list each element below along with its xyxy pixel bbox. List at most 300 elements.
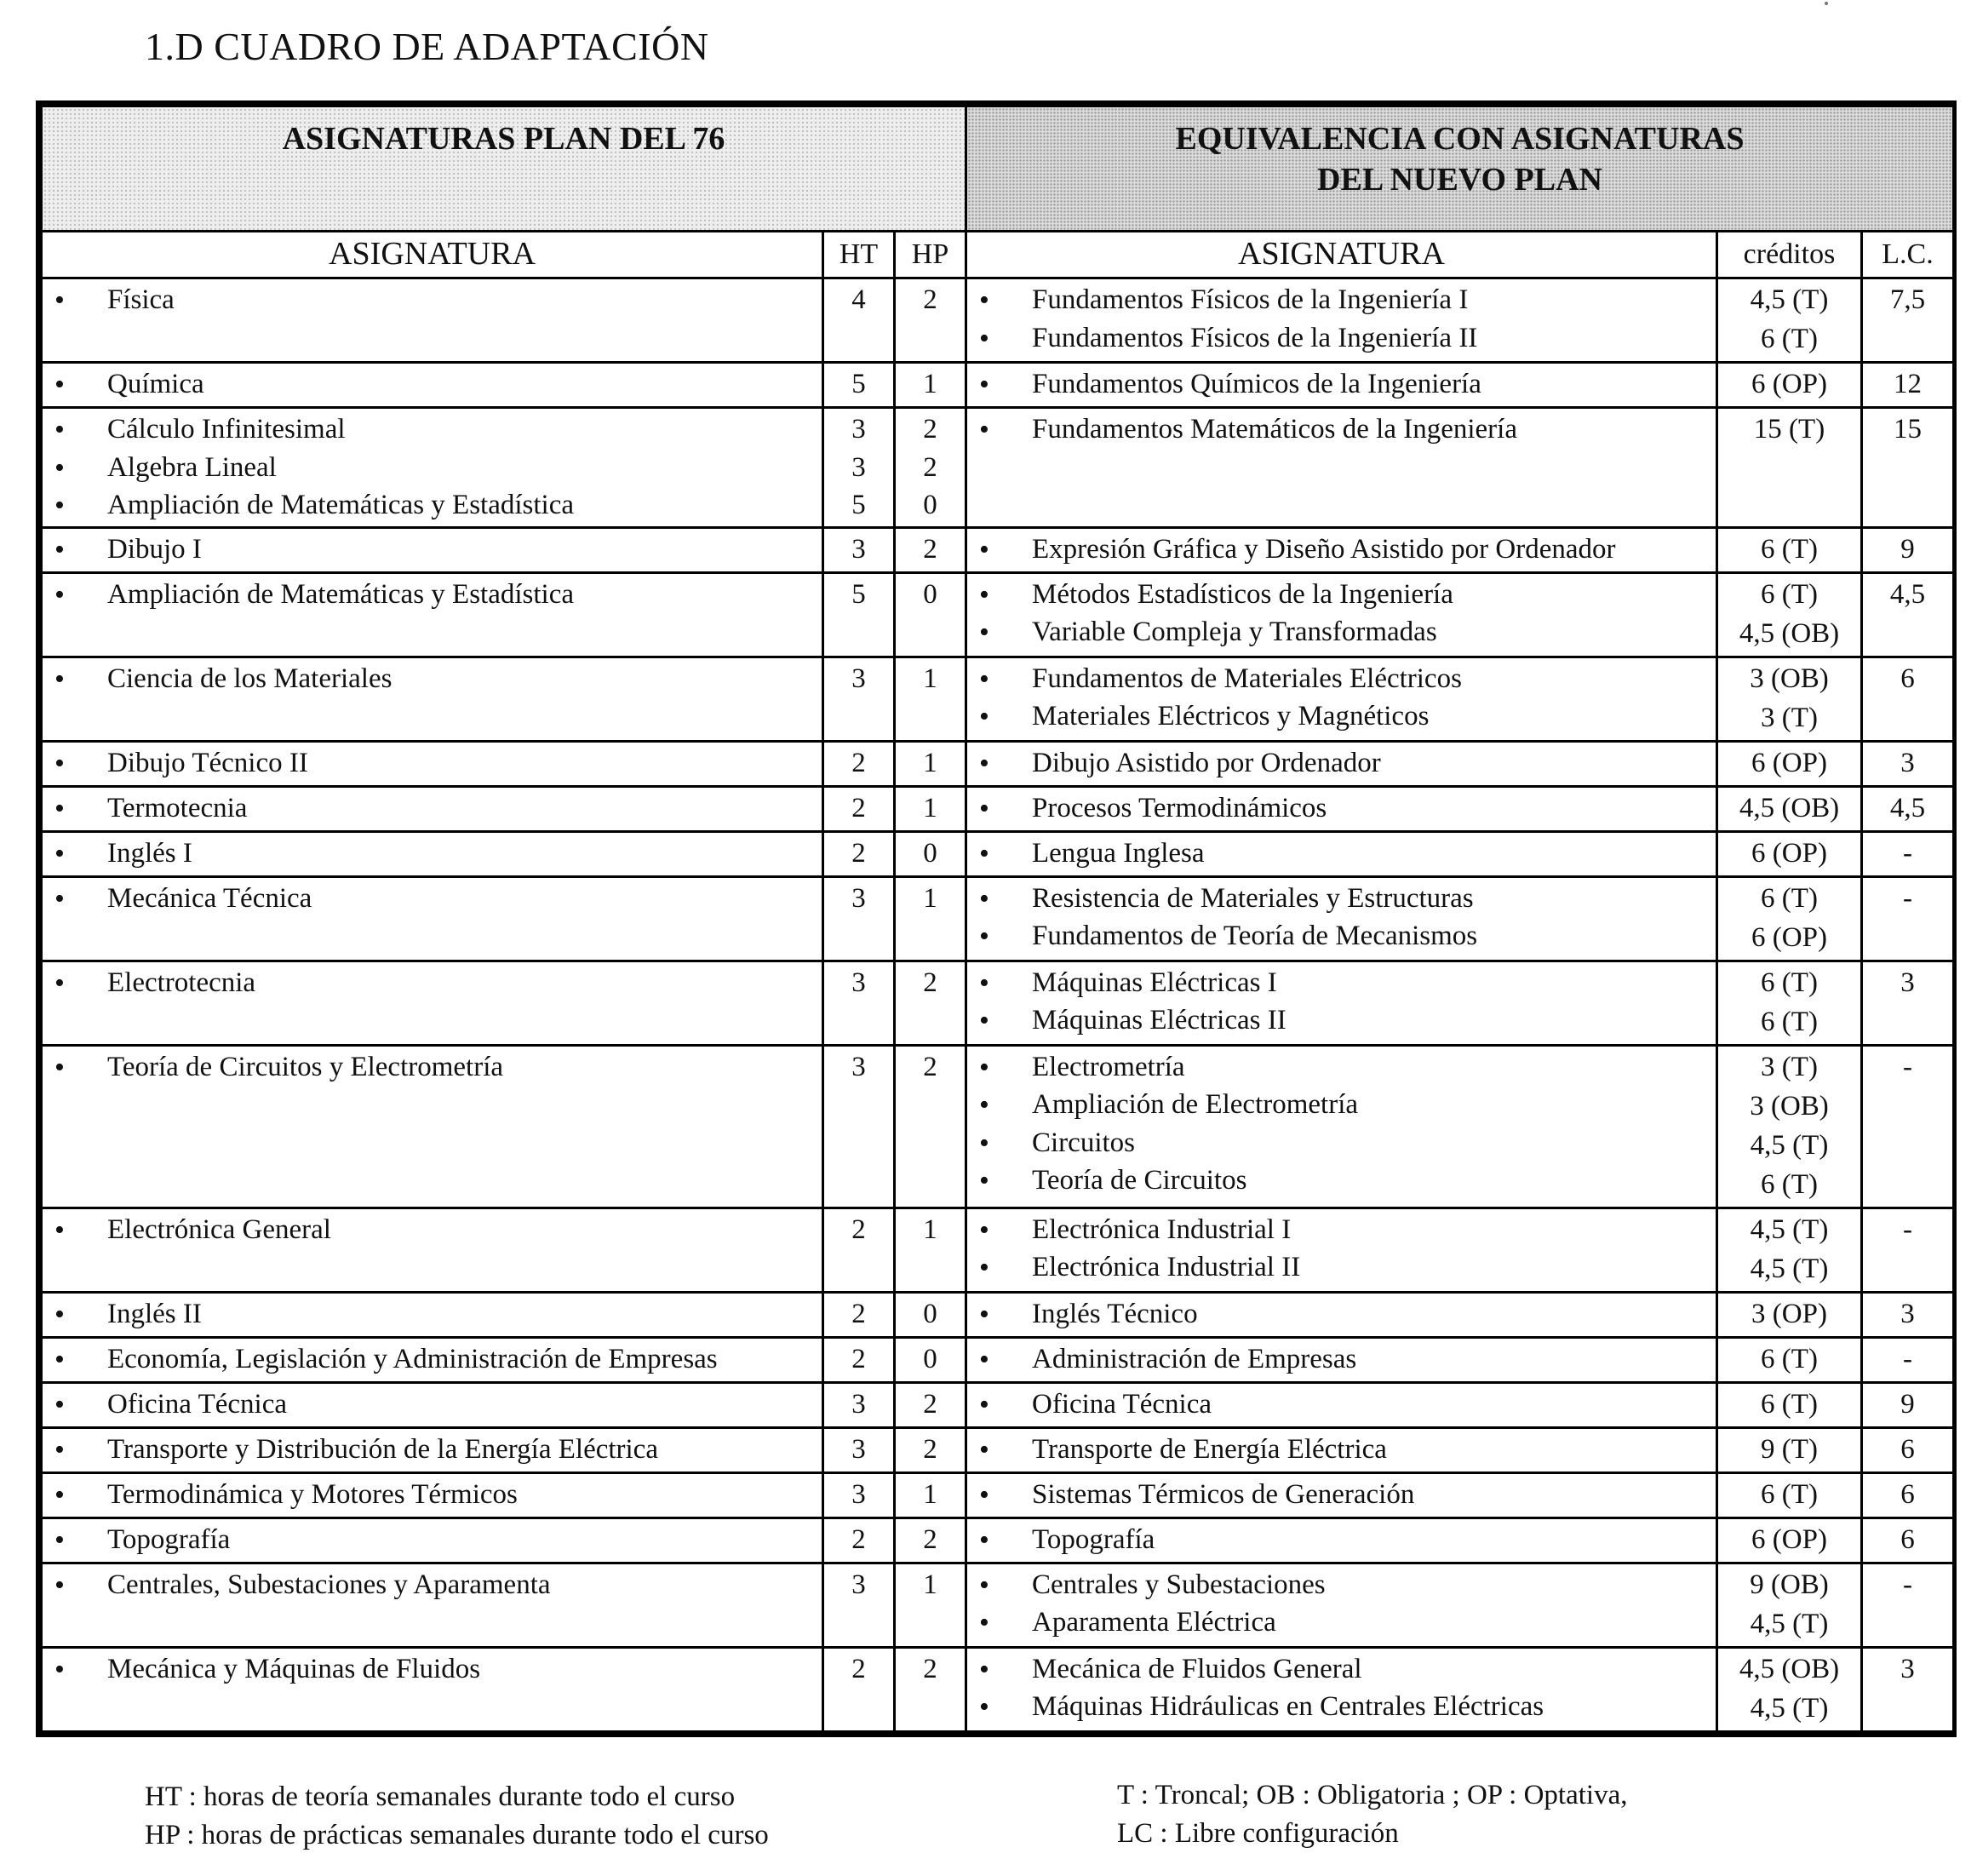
creditos-value: 6 (T)	[1761, 882, 1818, 914]
old-subject-cell	[42, 408, 823, 528]
ht-cell	[823, 1337, 895, 1382]
old-subject-cell	[42, 1208, 823, 1292]
creditos-cell	[1717, 1427, 1862, 1472]
old-subject-item: • Termodinámica y Motores Térmicos	[49, 1476, 815, 1514]
creditos-cell	[1717, 527, 1862, 572]
table-row	[42, 876, 1954, 961]
ht-cell	[823, 278, 895, 363]
table-row	[42, 1045, 1954, 1208]
new-subject-cell	[966, 1337, 1717, 1382]
hp-cell	[895, 831, 966, 876]
new-subject-list	[974, 576, 1709, 651]
creditos-cell	[1717, 961, 1862, 1045]
old-subject-item: • Física	[49, 281, 815, 319]
ht-value: 2	[851, 837, 866, 869]
creditos-value: 6 (T)	[1761, 578, 1818, 610]
hp-value: 1	[923, 792, 937, 823]
ht-value: 3	[851, 967, 866, 998]
table-row	[42, 741, 1954, 786]
ht-value: 2	[851, 1213, 866, 1245]
hp-cell	[895, 741, 966, 786]
new-subject-item: • Materiales Eléctricos y Magnéticos	[974, 697, 1709, 736]
old-subject-list	[49, 789, 815, 828]
ht-value: 3	[851, 663, 866, 694]
ht-cell	[823, 961, 895, 1045]
creditos-value: 6 (OP)	[1751, 921, 1827, 953]
table-row	[42, 363, 1954, 408]
old-subject-item: • Dibujo Técnico II	[49, 744, 815, 783]
ht-cell	[823, 1382, 895, 1427]
new-subject-cell	[966, 1472, 1717, 1517]
table-row	[42, 1382, 1954, 1427]
new-subject-list	[974, 1295, 1709, 1334]
creditos-cell	[1717, 1045, 1862, 1208]
creditos-cell	[1717, 408, 1862, 528]
old-subject-list	[49, 1340, 815, 1379]
adaptation-table-frame	[36, 100, 1957, 1737]
table-row	[42, 961, 1954, 1045]
old-subject-item: • Teoría de Circuitos y Electrometría	[49, 1048, 815, 1087]
ht-cell	[823, 572, 895, 657]
new-subject-item: • Oficina Técnica	[974, 1385, 1709, 1424]
new-subject-cell	[966, 363, 1717, 408]
new-subject-list	[974, 1431, 1709, 1469]
new-subject-list	[974, 281, 1709, 357]
table-row	[42, 1563, 1954, 1647]
lc-cell: -	[1862, 831, 1954, 876]
new-subject-item: • Fundamentos Matemáticos de la Ingeniería	[974, 410, 1709, 449]
ht-cell	[823, 1427, 895, 1472]
new-subject-cell	[966, 1045, 1717, 1208]
new-subject-list	[974, 1650, 1709, 1726]
new-subject-item: • Fundamentos Químicos de la Ingeniería	[974, 365, 1709, 404]
hp-value: 0	[923, 490, 937, 521]
new-subject-list	[974, 365, 1709, 404]
lc-cell: 3	[1862, 1292, 1954, 1337]
old-subject-item: • Economía, Legislación y Administración de Empresas	[49, 1340, 815, 1379]
lc-cell: 7,5	[1862, 278, 1954, 363]
new-subject-item: • Sistemas Térmicos de Generación	[974, 1476, 1709, 1514]
old-subject-cell	[42, 1472, 823, 1517]
old-subject-item: • Mecánica y Máquinas de Fluidos	[49, 1650, 815, 1689]
ht-cell	[823, 831, 895, 876]
creditos-value: 6 (OP)	[1751, 837, 1827, 869]
old-subject-list	[49, 1566, 815, 1604]
ht-value: 3	[851, 1388, 866, 1420]
old-subject-item: • Inglés II	[49, 1295, 815, 1334]
ht-value: 4	[851, 284, 866, 315]
old-subject-list	[49, 1521, 815, 1559]
old-subject-list	[49, 365, 815, 404]
creditos-value: 4,5 (T)	[1750, 1692, 1829, 1724]
new-subject-list	[974, 1385, 1709, 1424]
new-subject-list	[974, 835, 1709, 873]
hp-value: 2	[923, 284, 937, 315]
page-title: 1.D CUADRO DE ADAPTACIÓN	[145, 25, 709, 68]
table-row	[42, 527, 1954, 572]
new-subject-item: • Administración de Empresas	[974, 1340, 1709, 1379]
lc-cell: -	[1862, 1045, 1954, 1208]
new-subject-cell	[966, 961, 1717, 1045]
old-subject-cell	[42, 1427, 823, 1472]
creditos-cell	[1717, 1337, 1862, 1382]
hp-cell	[895, 1647, 966, 1731]
old-subject-cell	[42, 786, 823, 831]
lc-cell: 6	[1862, 1517, 1954, 1563]
new-subject-item: • Electrometría	[974, 1048, 1709, 1087]
hp-cell	[895, 1427, 966, 1472]
ht-value: 5	[851, 578, 866, 610]
ht-cell	[823, 786, 895, 831]
old-subject-cell	[42, 1382, 823, 1427]
new-subject-item: • Circuitos	[974, 1124, 1709, 1162]
new-subject-item: • Fundamentos de Materiales Eléctricos	[974, 660, 1709, 698]
old-subject-list	[49, 576, 815, 614]
section-header-new-plan	[966, 106, 1954, 232]
creditos-value: 4,5 (T)	[1750, 1129, 1829, 1161]
ht-value: 2	[851, 747, 866, 778]
creditos-value: 6 (T)	[1761, 967, 1818, 998]
hp-cell	[895, 572, 966, 657]
hp-value: 1	[923, 882, 937, 914]
lc-cell: -	[1862, 876, 1954, 961]
new-subject-list	[974, 744, 1709, 783]
ht-value: 2	[851, 1653, 866, 1684]
column-header-asignatura-new: ASIGNATURA	[966, 232, 1717, 278]
ht-value: 3	[851, 414, 866, 445]
new-subject-cell	[966, 741, 1717, 786]
hp-value: 2	[923, 451, 937, 483]
new-subject-cell	[966, 1382, 1717, 1427]
ht-value: 3	[851, 1433, 866, 1465]
hp-value: 2	[923, 1433, 937, 1465]
hp-value: 1	[923, 747, 937, 778]
creditos-cell	[1717, 1382, 1862, 1427]
old-subject-item: • Dibujo I	[49, 531, 815, 569]
old-subject-list	[49, 1650, 815, 1689]
hp-value: 0	[923, 837, 937, 869]
ht-cell	[823, 1647, 895, 1731]
ht-value: 3	[851, 451, 866, 483]
old-subject-list	[49, 1476, 815, 1514]
new-subject-list	[974, 1566, 1709, 1642]
old-subject-item: • Electrotecnia	[49, 964, 815, 1002]
creditos-value: 9 (OB)	[1750, 1569, 1829, 1600]
hp-value: 0	[923, 578, 937, 610]
hp-cell	[895, 657, 966, 741]
creditos-value: 6 (T)	[1761, 1478, 1818, 1510]
new-subject-item: • Centrales y Subestaciones	[974, 1566, 1709, 1604]
creditos-value: 3 (OP)	[1751, 1298, 1827, 1329]
new-subject-item: • Lengua Inglesa	[974, 835, 1709, 873]
old-subject-list	[49, 1048, 815, 1087]
column-header-ht: HT	[823, 232, 895, 278]
lc-cell: 15	[1862, 408, 1954, 528]
new-subject-item: • Inglés Técnico	[974, 1295, 1709, 1334]
old-subject-item: • Cálculo Infinitesimal	[49, 410, 815, 449]
new-subject-list	[974, 1476, 1709, 1514]
new-subject-list	[974, 1521, 1709, 1559]
old-subject-list	[49, 1295, 815, 1334]
old-subject-cell	[42, 657, 823, 741]
ht-cell	[823, 1563, 895, 1647]
new-subject-item: • Dibujo Asistido por Ordenador	[974, 744, 1709, 783]
lc-cell: -	[1862, 1337, 1954, 1382]
old-subject-list	[49, 744, 815, 783]
table-row	[42, 786, 1954, 831]
old-subject-cell	[42, 876, 823, 961]
ht-value: 3	[851, 533, 866, 565]
legend-hp: HP : horas de prácticas semanales durante todo el curso	[145, 1820, 769, 1850]
creditos-cell	[1717, 572, 1862, 657]
old-subject-cell	[42, 961, 823, 1045]
new-subject-item: • Expresión Gráfica y Diseño Asistido por Ordenador	[974, 531, 1709, 569]
ht-value: 2	[851, 1343, 866, 1374]
old-subject-cell	[42, 572, 823, 657]
lc-cell: 4,5	[1862, 572, 1954, 657]
old-subject-item: • Ampliación de Matemáticas y Estadística	[49, 486, 815, 525]
new-subject-item: • Electrónica Industrial I	[974, 1211, 1709, 1249]
legend-lc: LC : Libre configuración	[1117, 1818, 1399, 1849]
hp-cell	[895, 527, 966, 572]
lc-cell: 6	[1862, 1472, 1954, 1517]
new-subject-cell	[966, 831, 1717, 876]
old-subject-item: • Ciencia de los Materiales	[49, 660, 815, 698]
ht-value: 3	[851, 1478, 866, 1510]
lc-cell: 9	[1862, 1382, 1954, 1427]
hp-cell	[895, 1292, 966, 1337]
section-header-new-plan-line2: DEL NUEVO PLAN	[1317, 161, 1602, 198]
ht-cell	[823, 1517, 895, 1563]
creditos-cell	[1717, 1517, 1862, 1563]
creditos-value: 4,5 (OB)	[1739, 617, 1840, 649]
creditos-value: 3 (OB)	[1750, 1090, 1829, 1122]
ht-cell	[823, 741, 895, 786]
old-subject-list	[49, 410, 815, 525]
hp-value: 1	[923, 1478, 937, 1510]
old-subject-item: • Topografía	[49, 1521, 815, 1559]
creditos-value: 6 (T)	[1761, 1168, 1818, 1200]
column-header-lc: L.C.	[1862, 232, 1954, 278]
ht-value: 2	[851, 792, 866, 823]
table-row	[42, 278, 1954, 363]
old-subject-item: • Química	[49, 365, 815, 404]
legend-credit-types: T : Troncal; OB : Obligatoria ; OP : Optativa,	[1117, 1780, 1628, 1810]
adaptation-table	[40, 105, 1955, 1733]
legend-hours	[145, 1778, 769, 1855]
old-subject-item: • Mecánica Técnica	[49, 880, 815, 918]
new-subject-list	[974, 531, 1709, 569]
table-row	[42, 657, 1954, 741]
old-subject-item: • Inglés I	[49, 835, 815, 873]
new-subject-cell	[966, 1563, 1717, 1647]
new-subject-item: • Topografía	[974, 1521, 1709, 1559]
table-row	[42, 572, 1954, 657]
hp-cell	[895, 1517, 966, 1563]
creditos-cell	[1717, 831, 1862, 876]
hp-value: 1	[923, 663, 937, 694]
ht-value: 3	[851, 1051, 866, 1082]
old-subject-item: • Ampliación de Matemáticas y Estadística	[49, 576, 815, 614]
table-row	[42, 1427, 1954, 1472]
old-subject-item: • Termotecnia	[49, 789, 815, 828]
new-subject-cell	[966, 572, 1717, 657]
hp-value: 1	[923, 369, 937, 399]
new-subject-cell	[966, 657, 1717, 741]
hp-cell	[895, 363, 966, 408]
creditos-value: 6 (OP)	[1751, 1523, 1827, 1555]
new-subject-cell	[966, 408, 1717, 528]
legend-ht: HT : horas de teoría semanales durante todo el curso	[145, 1781, 736, 1812]
creditos-value: 9 (T)	[1761, 1433, 1818, 1465]
creditos-cell	[1717, 786, 1862, 831]
old-subject-list	[49, 1385, 815, 1424]
old-subject-item: • Transporte y Distribución de la Energía Eléctrica	[49, 1431, 815, 1469]
new-subject-item: • Procesos Termodinámicos	[974, 789, 1709, 828]
creditos-value: 6 (T)	[1761, 1343, 1818, 1374]
column-header-creditos: créditos	[1717, 232, 1862, 278]
lc-cell: 6	[1862, 1427, 1954, 1472]
new-subject-list	[974, 660, 1709, 736]
old-subject-cell	[42, 1517, 823, 1563]
new-subject-list	[974, 1340, 1709, 1379]
creditos-value: 4,5 (T)	[1750, 1608, 1829, 1639]
old-subject-cell	[42, 1647, 823, 1731]
old-subject-item: • Algebra Lineal	[49, 449, 815, 487]
old-subject-item: • Electrónica General	[49, 1211, 815, 1249]
table-row	[42, 1292, 1954, 1337]
creditos-cell	[1717, 1292, 1862, 1337]
hp-cell	[895, 1563, 966, 1647]
creditos-cell	[1717, 363, 1862, 408]
creditos-cell	[1717, 1563, 1862, 1647]
creditos-cell	[1717, 278, 1862, 363]
old-subject-list	[49, 531, 815, 569]
lc-cell: -	[1862, 1563, 1954, 1647]
hp-cell	[895, 1045, 966, 1208]
old-subject-cell	[42, 278, 823, 363]
old-subject-list	[49, 964, 815, 1002]
ht-cell	[823, 1292, 895, 1337]
old-subject-item: • Centrales, Subestaciones y Aparamenta	[49, 1566, 815, 1604]
ht-cell	[823, 657, 895, 741]
ht-value: 5	[851, 369, 866, 399]
creditos-cell	[1717, 1647, 1862, 1731]
hp-value: 2	[923, 1051, 937, 1082]
new-subject-cell	[966, 1647, 1717, 1731]
hp-value: 2	[923, 1388, 937, 1420]
old-subject-list	[49, 660, 815, 698]
hp-cell	[895, 786, 966, 831]
creditos-value: 4,5 (T)	[1750, 1253, 1829, 1284]
old-subject-list	[49, 880, 815, 918]
hp-cell	[895, 961, 966, 1045]
new-subject-item: • Teoría de Circuitos	[974, 1162, 1709, 1200]
creditos-cell	[1717, 876, 1862, 961]
hp-cell	[895, 408, 966, 528]
old-subject-cell	[42, 741, 823, 786]
table-row	[42, 1208, 1954, 1292]
old-subject-cell	[42, 831, 823, 876]
hp-value: 1	[923, 1213, 937, 1245]
hp-cell	[895, 1337, 966, 1382]
ht-value: 3	[851, 882, 866, 914]
table-row	[42, 1337, 1954, 1382]
old-subject-cell	[42, 363, 823, 408]
old-subject-list	[49, 281, 815, 319]
new-subject-item: • Resistencia de Materiales y Estructuras	[974, 880, 1709, 918]
lc-cell: 6	[1862, 657, 1954, 741]
creditos-value: 3 (T)	[1761, 702, 1818, 733]
hp-cell	[895, 1208, 966, 1292]
new-subject-item: • Variable Compleja y Transformadas	[974, 613, 1709, 651]
lc-cell: 3	[1862, 741, 1954, 786]
ht-cell	[823, 363, 895, 408]
new-subject-item: • Máquinas Eléctricas I	[974, 964, 1709, 1002]
creditos-value: 15 (T)	[1753, 414, 1825, 445]
hp-value: 0	[923, 1343, 937, 1374]
new-subject-cell	[966, 1208, 1717, 1292]
old-subject-list	[49, 1211, 815, 1249]
lc-cell: 4,5	[1862, 786, 1954, 831]
column-header-asignatura-old: ASIGNATURA	[42, 232, 823, 278]
new-subject-item: • Fundamentos Físicos de la Ingeniería I	[974, 281, 1709, 319]
new-subject-item: • Máquinas Hidráulicas en Centrales Eléctricas	[974, 1688, 1709, 1726]
new-subject-cell	[966, 876, 1717, 961]
ht-cell	[823, 527, 895, 572]
ht-cell	[823, 1472, 895, 1517]
hp-value: 2	[923, 533, 937, 565]
ht-cell	[823, 1208, 895, 1292]
creditos-cell	[1717, 741, 1862, 786]
new-subject-item: • Mecánica de Fluidos General	[974, 1650, 1709, 1689]
new-subject-item: • Fundamentos de Teoría de Mecanismos	[974, 917, 1709, 955]
hp-value: 2	[923, 1523, 937, 1555]
hp-cell	[895, 1382, 966, 1427]
table-body	[42, 278, 1954, 1732]
creditos-cell	[1717, 1472, 1862, 1517]
table-row	[42, 1517, 1954, 1563]
old-subject-list	[49, 835, 815, 873]
new-subject-cell	[966, 786, 1717, 831]
ht-cell	[823, 408, 895, 528]
new-subject-item: • Electrónica Industrial II	[974, 1248, 1709, 1287]
old-subject-cell	[42, 527, 823, 572]
old-subject-item: • Oficina Técnica	[49, 1385, 815, 1424]
table-row	[42, 1472, 1954, 1517]
hp-cell	[895, 278, 966, 363]
hp-value: 2	[923, 967, 937, 998]
section-header-new-plan-line1: EQUIVALENCIA CON ASIGNATURAS	[1175, 121, 1745, 157]
lc-cell: 3	[1862, 1647, 1954, 1731]
creditos-value: 4,5 (T)	[1750, 284, 1829, 315]
creditos-value: 6 (OP)	[1751, 369, 1827, 399]
lc-cell: 12	[1862, 363, 1954, 408]
new-subject-cell	[966, 1292, 1717, 1337]
scan-speck	[1825, 2, 1828, 5]
creditos-cell	[1717, 657, 1862, 741]
new-subject-item: • Ampliación de Electrometría	[974, 1086, 1709, 1124]
creditos-value: 3 (T)	[1761, 1051, 1818, 1082]
new-subject-cell	[966, 278, 1717, 363]
new-subject-item: • Transporte de Energía Eléctrica	[974, 1431, 1709, 1469]
new-subject-item: • Métodos Estadísticos de la Ingeniería	[974, 576, 1709, 614]
creditos-value: 6 (T)	[1761, 533, 1818, 565]
old-subject-cell	[42, 1292, 823, 1337]
ht-cell	[823, 1045, 895, 1208]
new-subject-list	[974, 410, 1709, 449]
creditos-value: 6 (T)	[1761, 1006, 1818, 1037]
